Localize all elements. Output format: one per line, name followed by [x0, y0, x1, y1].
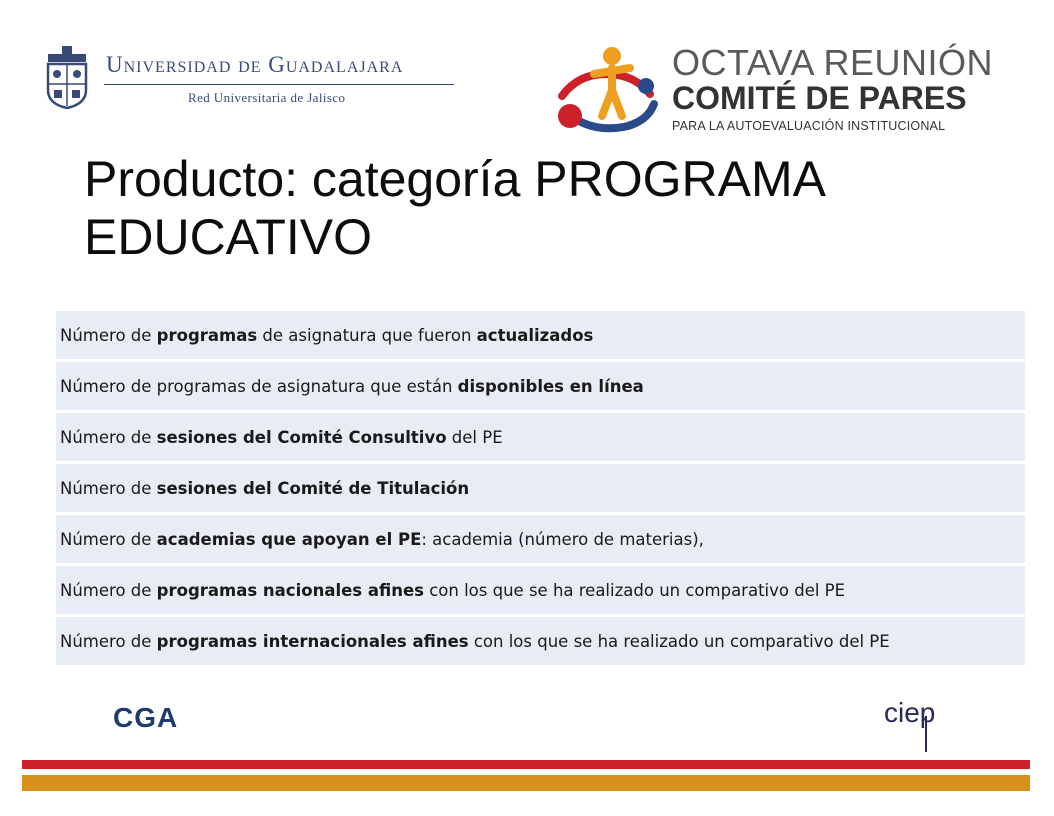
- ciep-icon: [882, 694, 944, 754]
- table-row: [56, 311, 1025, 359]
- row-text: [60, 581, 845, 600]
- row-text-bold: programas: [156, 325, 258, 345]
- row-text-segment: con los que se ha realizado un comparativo del PE: [423, 580, 846, 600]
- table-row: [56, 617, 1025, 665]
- row-text-segment: Número de: [60, 580, 157, 600]
- row-text-segment: del PE: [446, 427, 503, 447]
- row-text: [60, 479, 469, 498]
- slide-title: Producto: categoría PROGRAMA EDUCATIVO: [84, 151, 824, 265]
- row-text-segment: Número de: [60, 631, 157, 651]
- row-text-segment: Número de: [60, 478, 157, 498]
- institution-subtitle: Red Universitaria de Jalisco: [188, 90, 346, 105]
- event-figure-icon: [554, 44, 660, 134]
- row-text-segment: Número de programas de asignatura que están: [60, 376, 458, 396]
- row-text-bold: sesiones del Comité Consultivo: [156, 427, 447, 447]
- indicator-table: [56, 311, 1025, 668]
- cga-logo: CGA: [113, 702, 179, 733]
- row-text-bold: programas internacionales afines: [156, 631, 469, 651]
- ciep-logo-text: ciep: [884, 697, 936, 728]
- footer-bar-red: [22, 760, 1030, 769]
- udg-seal-icon: [42, 44, 92, 110]
- footer-bar-gold: [22, 775, 1030, 791]
- row-text: [60, 326, 593, 345]
- table-row: [56, 464, 1025, 512]
- row-text-segment: con los que se ha realizado un comparativo del PE: [468, 631, 890, 651]
- institution-name: Universidad de Guadalajara: [106, 52, 404, 77]
- table-row: [56, 413, 1025, 461]
- row-text-segment: de asignatura que fueron: [257, 325, 477, 345]
- row-text-bold: programas nacionales afines: [156, 580, 424, 600]
- row-text-bold: sesiones del Comité de Titulación: [156, 478, 470, 498]
- row-text-segment: Número de: [60, 529, 157, 549]
- row-text-bold: academias que apoyan el PE: [156, 529, 422, 549]
- row-text: [60, 632, 890, 651]
- row-text: [60, 377, 644, 396]
- table-row: [56, 566, 1025, 614]
- row-text-bold: actualizados: [476, 325, 594, 345]
- event-title-line2: COMITÉ DE PARES: [672, 80, 967, 116]
- table-row: [56, 362, 1025, 410]
- table-row: [56, 515, 1025, 563]
- institution-divider: [104, 84, 454, 85]
- row-text: [60, 428, 503, 447]
- event-title-line1: OCTAVA REUNIÓN: [672, 42, 994, 83]
- row-text-segment: Número de: [60, 427, 157, 447]
- row-text-segment: Número de: [60, 325, 157, 345]
- event-title-line3: PARA LA AUTOEVALUACIÓN INSTITUCIONAL: [672, 119, 946, 133]
- row-text-segment: : academia (número de materias),: [421, 529, 704, 549]
- row-text: [60, 530, 704, 549]
- row-text-bold: disponibles en línea: [457, 376, 644, 396]
